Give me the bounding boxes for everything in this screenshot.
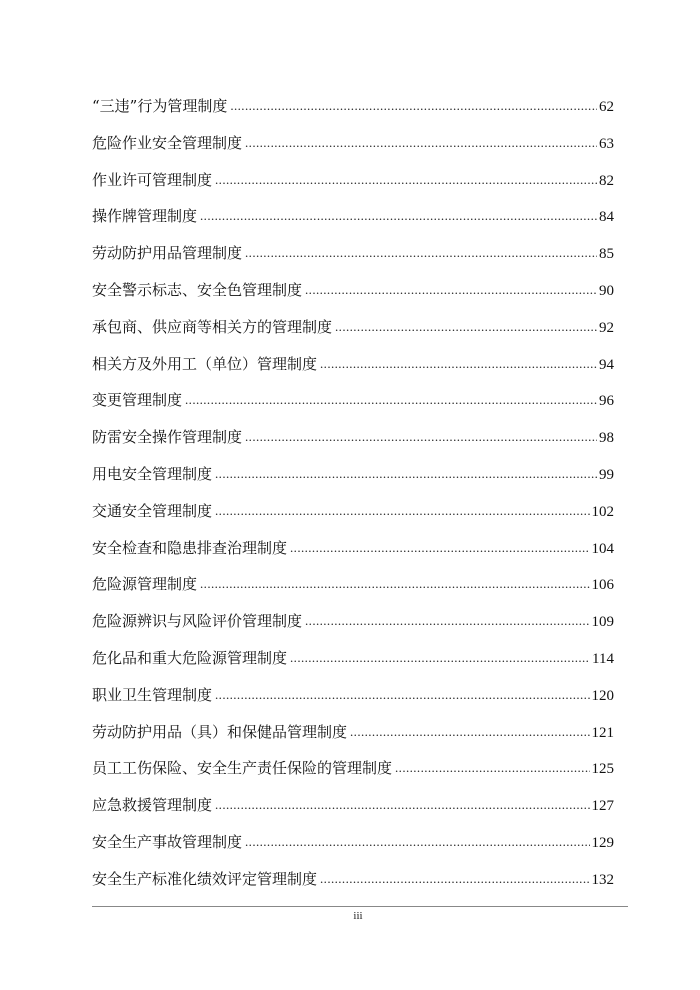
toc-entry-page: 63 xyxy=(599,135,614,152)
toc-entry-title: 危险源管理制度 xyxy=(92,575,198,594)
dot-leader xyxy=(215,161,597,199)
toc-entry-title: 交通安全管理制度 xyxy=(92,501,213,520)
toc-entry-title: 危化品和重大危险源管理制度 xyxy=(92,648,288,667)
dot-leader xyxy=(395,749,589,787)
toc-entry[interactable] xyxy=(92,566,614,603)
toc-entry-page: 114 xyxy=(592,650,614,667)
dot-leader xyxy=(200,197,597,235)
dot-leader xyxy=(215,455,597,493)
dot-leader xyxy=(320,345,597,383)
toc-entry-title: 劳动防护用品（具）和保健品管理制度 xyxy=(92,722,348,741)
toc-entry[interactable] xyxy=(92,162,614,199)
toc-entry-page: 85 xyxy=(599,246,614,263)
toc-entry-page: 120 xyxy=(591,687,614,704)
dot-leader xyxy=(245,418,597,456)
dot-leader xyxy=(185,381,597,419)
dot-leader xyxy=(320,860,589,898)
table-of-contents xyxy=(92,88,614,898)
toc-entry-title: 相关方及外用工（单位）管理制度 xyxy=(92,354,318,373)
toc-entry[interactable] xyxy=(92,382,614,419)
toc-entry-title: 员工工伤保险、安全生产责任保险的管理制度 xyxy=(92,759,393,778)
toc-entry-title: 安全警示标志、安全色管理制度 xyxy=(92,280,303,299)
toc-entry[interactable] xyxy=(92,861,614,898)
toc-entry-title: 危险源辨识与风险评价管理制度 xyxy=(92,612,303,631)
toc-entry[interactable] xyxy=(92,88,614,125)
dot-leader xyxy=(215,492,589,530)
toc-entry[interactable] xyxy=(92,346,614,383)
toc-entry-page: 129 xyxy=(591,834,614,851)
toc-entry-page: 62 xyxy=(599,99,614,115)
toc-entry-title: 操作牌管理制度 xyxy=(92,207,198,226)
toc-entry[interactable] xyxy=(92,125,614,162)
toc-entry-page: 90 xyxy=(599,282,614,299)
toc-entry[interactable] xyxy=(92,272,614,309)
dot-leader xyxy=(290,639,590,677)
toc-entry-title: 危险作业安全管理制度 xyxy=(92,133,243,152)
toc-entry[interactable] xyxy=(92,603,614,640)
toc-entry-title: 用电安全管理制度 xyxy=(92,464,213,483)
toc-entry[interactable] xyxy=(92,787,614,824)
toc-entry-page: 104 xyxy=(591,540,614,557)
toc-entry-page: 106 xyxy=(591,577,614,594)
toc-entry-page: 102 xyxy=(591,503,614,520)
dot-leader xyxy=(245,823,589,861)
toc-entry-page: 99 xyxy=(599,466,614,483)
dot-leader xyxy=(305,602,589,640)
toc-entry-page: 109 xyxy=(591,614,614,631)
dot-leader xyxy=(305,271,597,309)
toc-entry-page: 121 xyxy=(591,724,614,741)
dot-leader xyxy=(335,308,597,346)
toc-entry-title: 承包商、供应商等相关方的管理制度 xyxy=(92,317,333,336)
toc-entry-title: 应急救援管理制度 xyxy=(92,796,213,815)
toc-entry-page: 127 xyxy=(591,798,614,815)
toc-entry-title: 安全生产标准化绩效评定管理制度 xyxy=(92,869,318,888)
toc-entry-page: 132 xyxy=(591,871,614,888)
toc-entry-page: 82 xyxy=(599,172,614,189)
footer-divider xyxy=(92,906,628,907)
toc-entry-page: 94 xyxy=(599,356,614,373)
dot-leader xyxy=(215,786,589,824)
dot-leader xyxy=(245,124,597,162)
toc-entry-title: 变更管理制度 xyxy=(92,391,183,410)
toc-entry[interactable] xyxy=(92,677,614,714)
toc-entry-title: 作业许可管理制度 xyxy=(92,170,213,189)
toc-entry-title: 劳动防护用品管理制度 xyxy=(92,244,243,263)
toc-entry-title: 职业卫生管理制度 xyxy=(92,685,213,704)
toc-entry[interactable] xyxy=(92,750,614,787)
page-number: iii xyxy=(353,910,363,922)
toc-entry-title: 安全检查和隐患排查治理制度 xyxy=(92,538,288,557)
toc-entry[interactable] xyxy=(92,530,614,567)
toc-entry[interactable] xyxy=(92,309,614,346)
dot-leader xyxy=(290,529,589,567)
toc-entry-title: 防雷安全操作管理制度 xyxy=(92,428,243,447)
toc-entry[interactable] xyxy=(92,493,614,530)
toc-entry-page: 92 xyxy=(599,319,614,336)
toc-entry[interactable] xyxy=(92,456,614,493)
toc-entry-page: 96 xyxy=(599,393,614,410)
toc-entry[interactable] xyxy=(92,640,614,677)
dot-leader xyxy=(200,565,589,603)
toc-entry[interactable] xyxy=(92,824,614,861)
toc-entry[interactable] xyxy=(92,235,614,272)
toc-entry[interactable] xyxy=(92,419,614,456)
dot-leader xyxy=(230,87,597,125)
toc-entry-page: 84 xyxy=(599,209,614,226)
dot-leader xyxy=(350,713,589,751)
toc-entry[interactable] xyxy=(92,714,614,751)
dot-leader xyxy=(245,234,597,272)
toc-entry-page: 125 xyxy=(591,761,614,778)
toc-entry-page: 98 xyxy=(599,430,614,447)
toc-entry-title: “三违”行为管理制度 xyxy=(92,97,228,115)
dot-leader xyxy=(215,676,589,714)
toc-entry-title: 安全生产事故管理制度 xyxy=(92,832,243,851)
toc-entry[interactable] xyxy=(92,198,614,235)
